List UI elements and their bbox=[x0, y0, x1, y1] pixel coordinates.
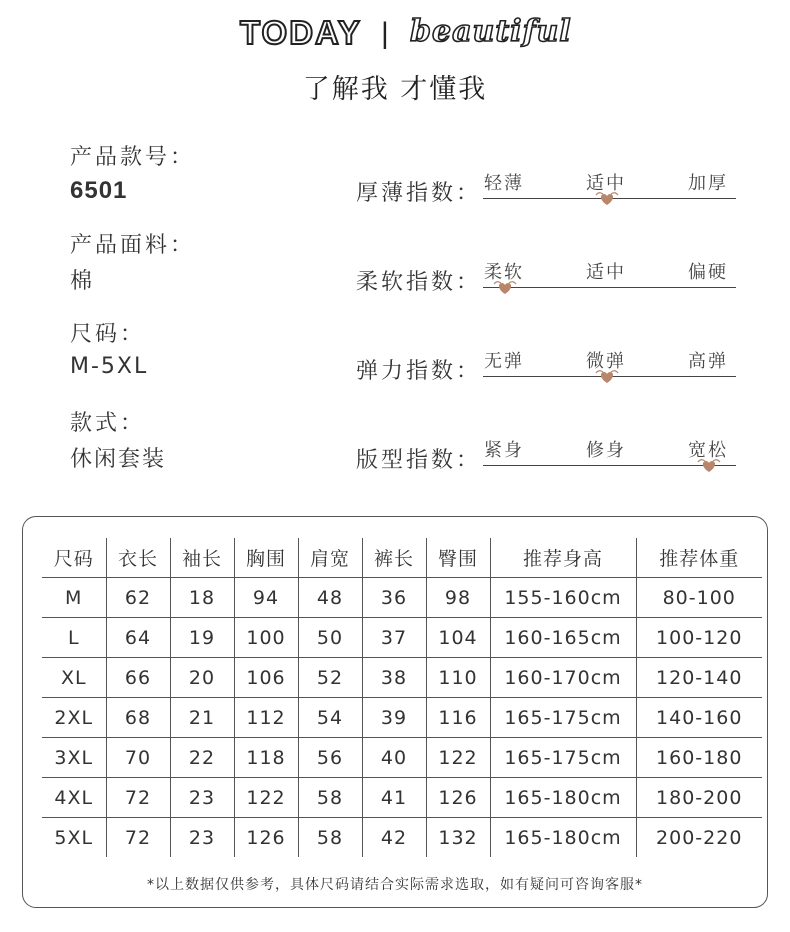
table-cell: 126 bbox=[426, 778, 490, 818]
table-cell: 66 bbox=[106, 658, 170, 698]
table-cell: 4XL bbox=[42, 778, 106, 818]
table-header: 推荐身高 bbox=[490, 538, 636, 578]
table-cell: 165-175cm bbox=[490, 698, 636, 738]
table-cell: 94 bbox=[234, 578, 298, 618]
table-cell: 155-160cm bbox=[490, 578, 636, 618]
table-cell: 106 bbox=[234, 658, 298, 698]
index-option: 轻薄 bbox=[484, 173, 524, 194]
table-header-row bbox=[42, 538, 762, 578]
disclaimer-note: *以上数据仅供参考，具体尺码请结合实际需求选取，如有疑问可咨询客服* bbox=[147, 877, 643, 893]
table-cell: 20 bbox=[170, 658, 234, 698]
table-cell: 110 bbox=[426, 658, 490, 698]
table-cell: 68 bbox=[106, 698, 170, 738]
table-cell: 165-180cm bbox=[490, 778, 636, 818]
table-row bbox=[42, 738, 762, 778]
table-cell: 140-160 bbox=[636, 698, 762, 738]
index-option: 宽松 bbox=[688, 440, 728, 461]
table-cell: 72 bbox=[106, 818, 170, 858]
table-cell: 19 bbox=[170, 618, 234, 658]
index-option: 适中 bbox=[586, 262, 626, 283]
table-cell: 54 bbox=[298, 698, 362, 738]
table-cell: 112 bbox=[234, 698, 298, 738]
table-header: 肩宽 bbox=[298, 538, 362, 578]
table-cell: 18 bbox=[170, 578, 234, 618]
table-row bbox=[42, 578, 762, 618]
brand-today: TODAY bbox=[240, 14, 362, 51]
table-cell: 2XL bbox=[42, 698, 106, 738]
table-cell: 50 bbox=[298, 618, 362, 658]
table-header: 推荐体重 bbox=[636, 538, 762, 578]
table-header: 衣长 bbox=[106, 538, 170, 578]
table-cell: 36 bbox=[362, 578, 426, 618]
table-cell: 58 bbox=[298, 818, 362, 858]
heart-icon bbox=[594, 190, 620, 206]
index-marker bbox=[696, 457, 722, 477]
table-cell: 39 bbox=[362, 698, 426, 738]
table-cell: 64 bbox=[106, 618, 170, 658]
table-cell: 80-100 bbox=[636, 578, 762, 618]
table-cell: 22 bbox=[170, 738, 234, 778]
table-cell: 120-140 bbox=[636, 658, 762, 698]
table-cell: 200-220 bbox=[636, 818, 762, 858]
table-cell: 41 bbox=[362, 778, 426, 818]
index-option: 高弹 bbox=[688, 351, 728, 372]
table-cell: XL bbox=[42, 658, 106, 698]
table-cell: 116 bbox=[426, 698, 490, 738]
index-name: 版型指数： bbox=[356, 448, 482, 473]
table-cell: 104 bbox=[426, 618, 490, 658]
table-row bbox=[42, 818, 762, 858]
table-row bbox=[42, 698, 762, 738]
brand-beautiful: beautiful bbox=[410, 14, 572, 49]
index-option: 紧身 bbox=[484, 440, 524, 461]
index-marker bbox=[594, 368, 620, 388]
table-header: 裤长 bbox=[362, 538, 426, 578]
fabric-label: 产品面料： bbox=[70, 233, 196, 258]
size-value: M-5XL bbox=[70, 354, 149, 379]
style-value: 休闲套装 bbox=[70, 447, 167, 472]
tagline: 了解我 才懂我 bbox=[302, 74, 488, 105]
index-name: 柔软指数： bbox=[356, 270, 482, 295]
heart-icon bbox=[594, 368, 620, 384]
table-cell: 23 bbox=[170, 818, 234, 858]
index-option: 偏硬 bbox=[688, 262, 728, 283]
table-row bbox=[42, 658, 762, 698]
table-cell: 37 bbox=[362, 618, 426, 658]
style-label: 款式： bbox=[70, 411, 146, 436]
table-cell: 40 bbox=[362, 738, 426, 778]
table-cell: 56 bbox=[298, 738, 362, 778]
table-header: 袖长 bbox=[170, 538, 234, 578]
index-option: 无弹 bbox=[484, 351, 524, 372]
table-cell: 132 bbox=[426, 818, 490, 858]
table-cell: 100 bbox=[234, 618, 298, 658]
table-cell: 23 bbox=[170, 778, 234, 818]
index-option: 加厚 bbox=[688, 173, 728, 194]
table-cell: L bbox=[42, 618, 106, 658]
table-cell: 62 bbox=[106, 578, 170, 618]
index-name: 厚薄指数： bbox=[356, 181, 482, 206]
index-marker bbox=[594, 190, 620, 210]
brand-separator: | bbox=[381, 17, 389, 50]
table-cell: 165-180cm bbox=[490, 818, 636, 858]
size-table bbox=[42, 538, 762, 857]
table-cell: 180-200 bbox=[636, 778, 762, 818]
model-value: 6501 bbox=[70, 177, 128, 204]
table-cell: 38 bbox=[362, 658, 426, 698]
size-label: 尺码： bbox=[70, 322, 146, 347]
table-cell: 72 bbox=[106, 778, 170, 818]
table-header: 臀围 bbox=[426, 538, 490, 578]
table-cell: M bbox=[42, 578, 106, 618]
table-cell: 122 bbox=[234, 778, 298, 818]
index-name: 弹力指数： bbox=[356, 359, 482, 384]
fabric-value: 棉 bbox=[70, 269, 95, 294]
table-header: 胸围 bbox=[234, 538, 298, 578]
model-label: 产品款号： bbox=[70, 145, 196, 170]
table-cell: 126 bbox=[234, 818, 298, 858]
table-row bbox=[42, 618, 762, 658]
table-cell: 70 bbox=[106, 738, 170, 778]
table-cell: 52 bbox=[298, 658, 362, 698]
table-cell: 21 bbox=[170, 698, 234, 738]
table-header: 尺码 bbox=[42, 538, 106, 578]
table-cell: 3XL bbox=[42, 738, 106, 778]
table-cell: 48 bbox=[298, 578, 362, 618]
index-option: 适中 bbox=[586, 173, 626, 194]
table-cell: 58 bbox=[298, 778, 362, 818]
index-marker bbox=[492, 279, 518, 299]
index-scale-line bbox=[483, 287, 736, 288]
table-cell: 160-180 bbox=[636, 738, 762, 778]
table-row bbox=[42, 778, 762, 818]
table-cell: 118 bbox=[234, 738, 298, 778]
table-cell: 160-170cm bbox=[490, 658, 636, 698]
table-cell: 160-165cm bbox=[490, 618, 636, 658]
index-option: 微弹 bbox=[586, 351, 626, 372]
table-cell: 165-175cm bbox=[490, 738, 636, 778]
table-cell: 5XL bbox=[42, 818, 106, 858]
table-cell: 98 bbox=[426, 578, 490, 618]
table-cell: 122 bbox=[426, 738, 490, 778]
heart-icon bbox=[696, 457, 722, 473]
heart-icon bbox=[492, 279, 518, 295]
index-option: 修身 bbox=[586, 440, 626, 461]
table-cell: 100-120 bbox=[636, 618, 762, 658]
index-option: 柔软 bbox=[484, 262, 524, 283]
table-cell: 42 bbox=[362, 818, 426, 858]
